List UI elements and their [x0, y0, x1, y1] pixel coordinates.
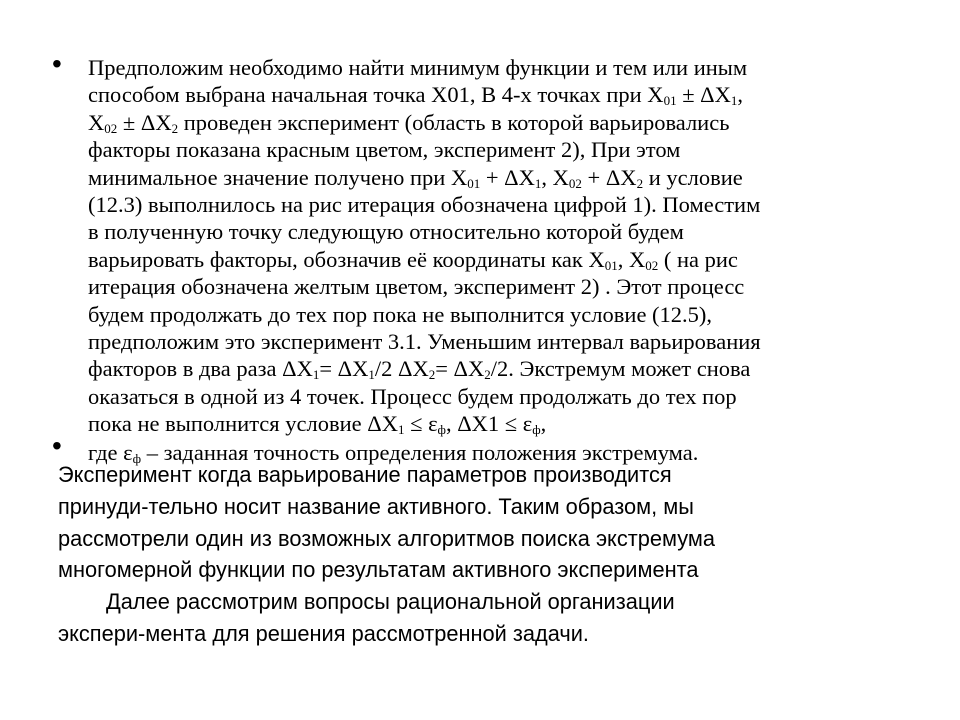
- subscript: 02: [568, 175, 582, 191]
- subscript: ф: [437, 422, 446, 438]
- summary-line-1: Эксперимент когда варьирование параметров производится: [58, 462, 672, 487]
- text-run: ± ΔХ: [676, 82, 731, 108]
- bullet-marker-2: •: [52, 430, 62, 461]
- text-run: , Х: [541, 164, 569, 190]
- text-run: + ΔХ: [581, 164, 637, 190]
- subscript: 1: [312, 367, 320, 383]
- summary-line-2: принуди-тельно носит название активного. Таким образом, мы: [58, 493, 694, 519]
- bullet-1-line-8: [88, 246, 908, 273]
- bullet-1-line-14: [88, 410, 908, 437]
- bullet-1-line-12: [88, 355, 908, 382]
- text-run: = ΔХ: [435, 356, 485, 382]
- text-run: ,: [540, 411, 547, 437]
- bullet-1-line-9: [88, 273, 908, 300]
- bullet-1-text: [88, 54, 908, 437]
- subscript: 01: [467, 175, 481, 191]
- text-run: Предположим необходимо найти минимум функции и тем или иным: [88, 55, 748, 80]
- text-run: варьировать факторы, обозначив её координаты как Х: [88, 246, 605, 272]
- text-run: ± ΔХ: [117, 109, 172, 135]
- subscript: 1: [534, 175, 542, 191]
- bullet-1-line-5: [88, 164, 908, 191]
- subscript: 2: [171, 120, 179, 136]
- subscript: 01: [663, 93, 677, 109]
- subscript: ф: [532, 422, 541, 438]
- subscript: 02: [104, 120, 118, 136]
- text-run: , Х: [617, 246, 646, 272]
- bullet-1-line-13: [88, 383, 908, 410]
- summary-line-4: многомерной функции по результатам активного эксперимента: [58, 557, 699, 583]
- text-run: Х: [88, 109, 105, 135]
- text-run: факторы показана красным цветом, эксперимент 2), При этом: [88, 137, 681, 163]
- subscript: 02: [645, 257, 659, 273]
- text-run: /2 ΔХ: [374, 356, 429, 382]
- text-run: = ΔХ: [319, 356, 369, 382]
- text-run: ( на рис: [658, 246, 738, 272]
- bullet-1-line-10: [88, 301, 908, 328]
- text-run: минимальное значение получено при Х: [88, 164, 468, 190]
- text-run: проведен эксперимент (область в которой варьировались: [178, 109, 730, 135]
- text-run: пока не выполнится условие ΔХ: [88, 411, 398, 437]
- bullet-1-line-2: [88, 81, 908, 108]
- text-run: итерация обозначена желтым цветом, эксперимент 2) . Этот процесс: [88, 274, 745, 300]
- text-run: где ε: [88, 440, 133, 465]
- subscript: 01: [604, 257, 618, 273]
- bullet-1-line-6: [88, 191, 908, 218]
- text-run: (12.3) выполнилось на рис итерация обозначена цифрой 1). Поместим: [88, 191, 761, 217]
- text-run: ,: [737, 82, 744, 108]
- bullet-1-line-11: [88, 328, 908, 355]
- subscript: 1: [397, 422, 405, 438]
- summary-line-3: рассмотрели один из возможных алгоритмов поиска экстремума: [58, 525, 715, 551]
- bullet-marker-1: •: [52, 48, 62, 79]
- summary-paragraph: [58, 459, 918, 650]
- subscript: ф: [132, 451, 142, 466]
- text-run: /2. Экстремум может снова: [490, 356, 751, 382]
- text-run: в полученную точку следующую относительно которой будем: [88, 219, 684, 245]
- subscript: 2: [484, 367, 491, 383]
- text-run: предположим это эксперимент 3.1. Уменьшим интервал варьирования: [88, 328, 761, 354]
- text-run: – заданная точность определения положения экстремума.: [141, 440, 699, 465]
- subscript: 2: [428, 367, 436, 383]
- text-run: + ΔХ: [480, 164, 535, 190]
- text-run: способом выбрана начальная точка Х01, В 4-х точках при Х: [88, 82, 664, 108]
- text-run: , ΔХ1 ≤ ε: [445, 411, 533, 437]
- subscript: 2: [636, 175, 644, 191]
- text-run: будем продолжать до тех пор пока не выполнится условие (12.5),: [88, 301, 713, 327]
- bullet-1-line-1: [88, 54, 908, 81]
- subscript: 1: [730, 93, 738, 109]
- text-run: ≤ ε: [404, 411, 438, 437]
- summary-line-6: экспери-мента для решения рассмотренной задачи.: [58, 620, 589, 646]
- bullet-1-line-3: [88, 109, 908, 136]
- summary-line-5: Далее рассмотрим вопросы рациональной организации: [106, 589, 675, 615]
- subscript: 1: [368, 367, 375, 383]
- bullet-1-line-7: [88, 218, 908, 245]
- text-run: оказаться в одной из 4 точек. Процесс будем продолжать до тех пор: [88, 383, 737, 409]
- bullet-1-line-4: [88, 136, 908, 163]
- text-run: и условие: [643, 164, 743, 190]
- text-run: факторов в два раза ΔХ: [88, 356, 313, 382]
